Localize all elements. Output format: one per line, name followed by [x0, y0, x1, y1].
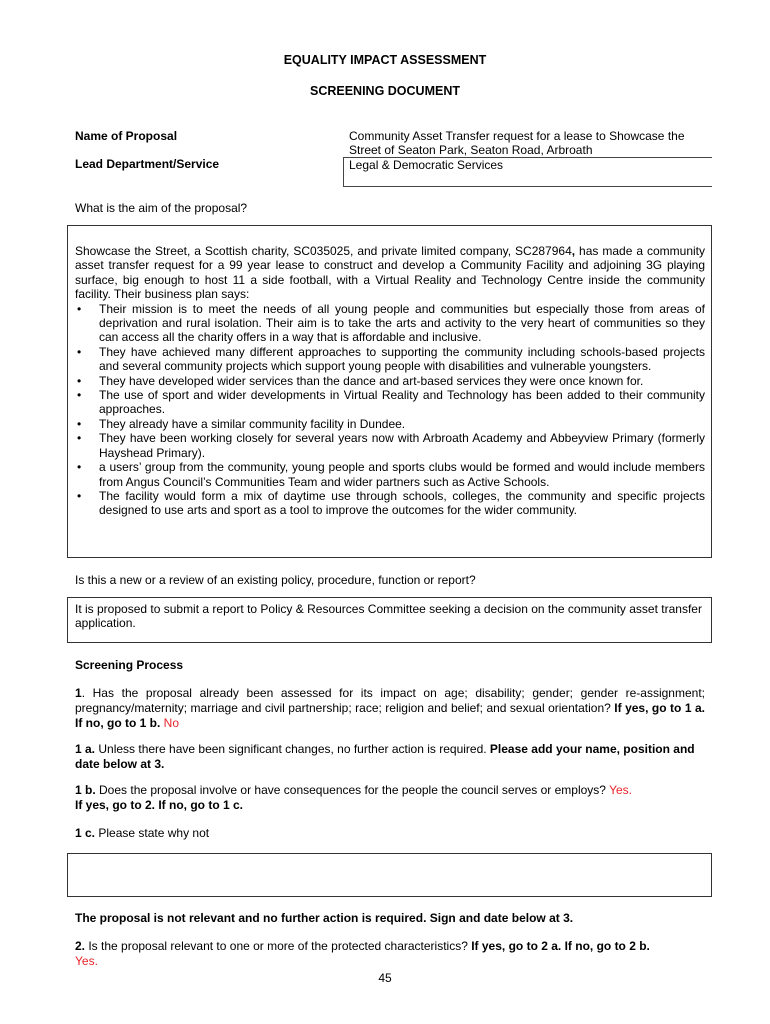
list-item: • They have been working closely for several years now with Arbroath Academy and Abbeyview Primary (formerly Hayshead Primary). [75, 431, 705, 460]
list-item: • The use of sport and wider developments in Virtual Reality and Technology has been added to their community approaches. [75, 388, 705, 417]
page-number: 45 [378, 971, 392, 985]
review-question: Is this a new or a review of an existing policy, procedure, function or report? [75, 573, 476, 587]
question-1b-answer: Yes. [609, 783, 633, 797]
question-2-answer: Yes. [75, 954, 98, 968]
department-left-border [343, 157, 344, 186]
review-answer: It is proposed to submit a report to Policy & Resources Committee seeking a decision on the community asset transfer application. [75, 602, 702, 631]
list-item: • a users’ group from the community, young people and sports clubs would be formed and would include members from Angus Council’s Communities Team and wider partners such as Active Schools. [75, 460, 705, 489]
list-item: • Their mission is to meet the needs of all young people and communities but especially those from areas of deprivation and rural isolation. Their aim is to take the arts and activity to the very heart of communities so they can access all the charity offers in a way that is affordable and inclusive. [75, 302, 705, 345]
aim-intro: Showcase the Street, a Scottish charity, SC035025, and private limited company, SC287964, has made a community asset transfer request for a 99 year lease to construct and develop a Community Facility and adjoining 3G playing surface, big enough to host 11 a side football, with a Virtual Reality and Technology Centre inside the community facility. Their business plan says: [75, 244, 705, 302]
screening-heading: Screening Process [75, 658, 184, 672]
lead-department-value: Legal & Democratic Services [349, 158, 504, 172]
not-relevant-statement: The proposal is not relevant and no further action is required. Sign and date below at 3. [75, 911, 574, 925]
question-1: 1. Has the proposal already been assessed for its impact on age; disability; gender; gender re-assignment; pregnancy/maternity; marriage and civil partnership; race; religion and belief; and sexual orientation? If yes, go to 1 a. If no, go to 1 b. No [75, 686, 705, 730]
question-1c-answer-box [67, 853, 712, 897]
question-1b: 1 b. Does the proposal involve or have consequences for the people the council serves or employs? Yes. If yes, go to 2. If no, go to 1 c. [75, 783, 633, 812]
list-item: • They already have a similar community facility in Dundee. [75, 417, 705, 431]
lead-department-label: Lead Department/Service [75, 157, 220, 171]
list-item: • The facility would form a mix of daytime use through schools, colleges, the community and specific projects designed to use arts and sport as a tool to improve the outcomes for the wider community. [75, 489, 705, 518]
name-of-proposal-label: Name of Proposal [75, 129, 178, 143]
document-subtitle: SCREENING DOCUMENT [309, 84, 460, 98]
question-1c: 1 c. Please state why not [75, 826, 210, 840]
question-1a: 1 a. Unless there have been significant changes, no further action is required. Please add your name, position and date below at 3. [75, 742, 695, 771]
aim-question: What is the aim of the proposal? [75, 201, 248, 215]
list-item: • They have developed wider services than the dance and art-based services they were once known for. [75, 374, 705, 388]
name-of-proposal-value: Community Asset Transfer request for a lease to Showcase the Street of Seaton Park, Seaton Road, Arbroath [349, 129, 685, 158]
question-2: 2. Is the proposal relevant to one or more of the protected characteristics? If yes, go to 2 a. If no, go to 2 b. Yes. [75, 939, 650, 968]
business-plan-list [75, 302, 705, 518]
department-underline [343, 186, 712, 187]
aim-answer-box [67, 225, 712, 558]
list-item: • They have achieved many different approaches to supporting the community including schools-based projects and several community projects which support young people with disabilities and vulnerable youngsters. [75, 345, 705, 374]
question-1-answer: No [163, 716, 180, 730]
review-answer-box [67, 597, 712, 643]
document-title: EQUALITY IMPACT ASSESSMENT [283, 53, 487, 67]
